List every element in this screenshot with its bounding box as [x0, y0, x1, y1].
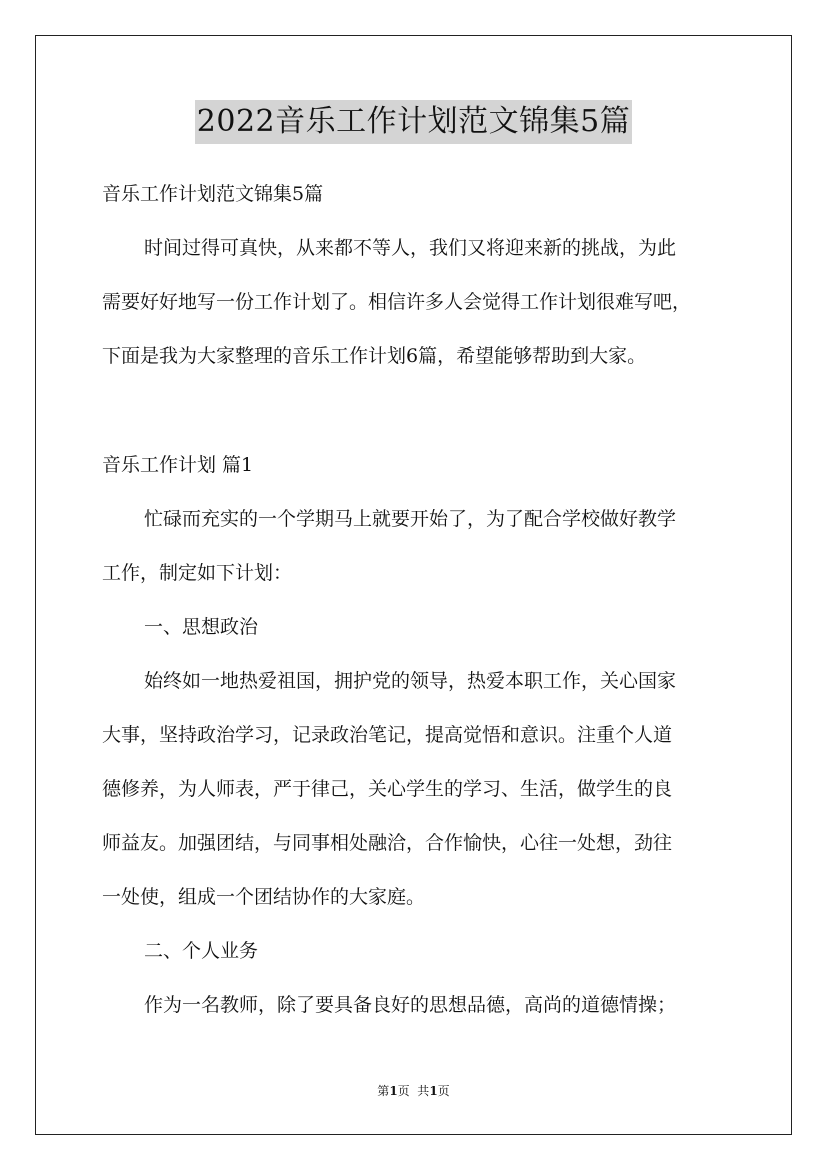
intro-line: 下面是我为大家整理的音乐工作计划6篇，希望能够帮助到大家。	[102, 345, 647, 367]
paragraph-line: 作为一名教师，除了要具备良好的思想品德，高尚的道德情操；	[144, 994, 677, 1016]
paragraph-line: 大事，坚持政治学习，记录政治笔记，提高觉悟和意识。注重个人道	[102, 724, 673, 746]
document-title	[0, 100, 827, 144]
intro-line: 需要好好地写一份工作计划了。相信许多人会觉得工作计划很难写吧，	[102, 291, 692, 313]
section-intro-line: 工作，制定如下计划：	[102, 562, 293, 584]
footer-prefix: 第	[377, 1084, 390, 1098]
section-heading: 音乐工作计划 篇1	[102, 454, 254, 476]
document-title-text: 2022音乐工作计划范文锦集5篇	[195, 100, 632, 144]
footer-mid: 页 共	[397, 1084, 430, 1098]
footer-page-total: 1	[429, 1084, 438, 1098]
section-intro-line: 忙碌而充实的一个学期马上就要开始了，为了配合学校做好教学	[144, 508, 677, 530]
paragraph-line: 德修养，为人师表，严于律己，关心学生的学习、生活，做学生的良	[102, 778, 673, 800]
footer-page-current: 1	[389, 1084, 398, 1098]
intro-line: 时间过得可真快，从来都不等人，我们又将迎来新的挑战，为此	[144, 237, 677, 259]
paragraph-line: 师益友。加强团结，与同事相处融洽，合作愉快，心往一处想，劲往	[102, 832, 673, 854]
paragraph-line: 一处使，组成一个团结协作的大家庭。	[102, 886, 426, 908]
page-footer	[0, 1083, 827, 1099]
footer-suffix: 页	[437, 1084, 450, 1098]
document-subtitle: 音乐工作计划范文锦集5篇	[102, 183, 324, 205]
part-heading: 一、思想政治	[144, 616, 259, 638]
part-heading: 二、个人业务	[144, 940, 259, 962]
paragraph-line: 始终如一地热爱祖国，拥护党的领导，热爱本职工作，关心国家	[144, 670, 677, 692]
